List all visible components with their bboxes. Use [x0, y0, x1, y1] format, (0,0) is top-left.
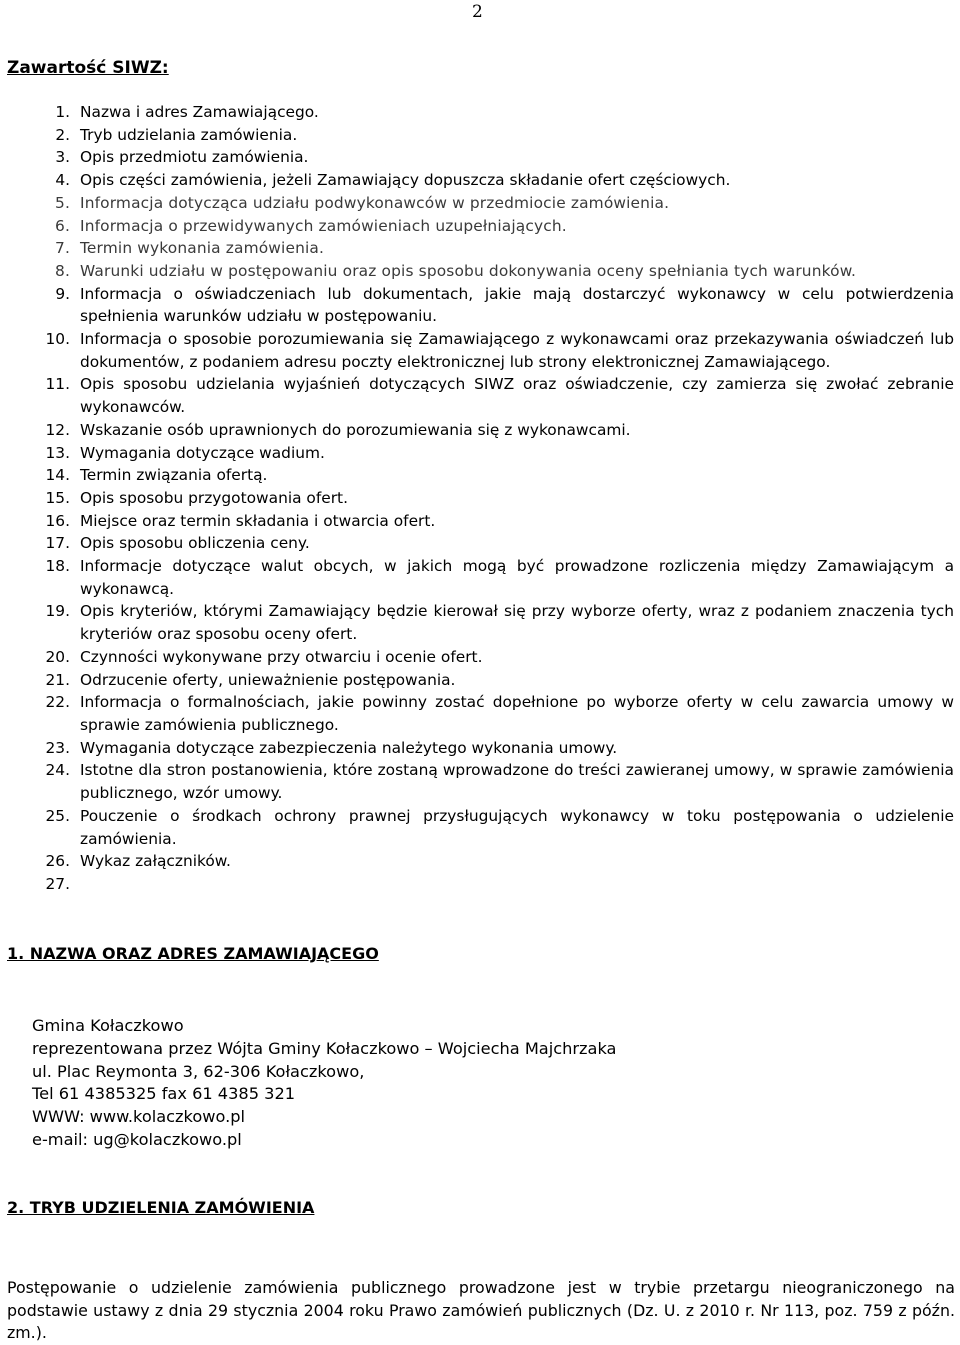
address-line-street: ul. Plac Reymonta 3, 62-306 Kołaczkowo,: [32, 1061, 365, 1081]
address-line-www: WWW: www.kolaczkowo.pl: [32, 1107, 246, 1127]
list-item: [0, 487, 960, 510]
list-item-number: 6.: [55, 216, 70, 235]
list-item-text: Istotne dla stron postanowienia, które zostaną wprowadzone do treści zawieranej umowy, w sprawie zamówienia publicznego, wzór umowy.: [80, 761, 954, 803]
list-item-number: 14.: [45, 466, 70, 485]
list-item-text: Warunki udziału w postępowaniu oraz opis sposobu dokonywania oceny spełniania tych warunków.: [80, 261, 857, 280]
address-line-name: Gmina Kołaczkowo: [32, 1016, 184, 1035]
list-item-text: Nazwa i adres Zamawiającego.: [80, 103, 319, 121]
list-item-number: 1.: [55, 103, 70, 121]
list-item-number: 18.: [45, 557, 70, 576]
list-item-text: Pouczenie o środkach ochrony prawnej przysługujących wykonawcy w toku postępowania o udzielenie zamówienia.: [80, 806, 954, 848]
list-item-number: 5.: [55, 193, 70, 212]
list-item-text: Informacja o formalnościach, jakie powinny zostać dopełnione po wyborze oferty w celu zawarcia umowy w sprawie zamówienia publicznego.: [80, 693, 954, 734]
address-line-email: e-mail: ug@kolaczkowo.pl: [32, 1129, 242, 1149]
list-item: [0, 373, 960, 418]
list-item-text: Informacja o oświadczeniach lub dokumentach, jakie mają dostarczyć wykonawcy w celu potwierdzenia spełnienia warunków udziału w postępowaniu.: [80, 284, 954, 326]
section-2-paragraph: Postępowanie o udzielenie zamówienia publicznego prowadzone jest w trybie przetargu nieograniczonego na podstawie ustawy z dnia 29 stycznia 2004 roku Prawo zamówień publicznych (Dz. U. z 2010 r. Nr 113, poz. 759 z późn. zm.).: [7, 1278, 955, 1342]
list-item-number: 20.: [45, 647, 70, 666]
list-item: [0, 237, 960, 260]
list-item-text: Opis sposobu obliczenia ceny.: [80, 534, 310, 553]
list-item-number: 22.: [45, 693, 70, 712]
section-2-heading: 2. TRYB UDZIELENIA ZAMÓWIENIA: [7, 1198, 315, 1217]
list-item-text: Informacje dotyczące walut obcych, w jakich mogą być prowadzone rozliczenia między Zamawiającym a wykonawcą.: [80, 557, 954, 598]
list-item: [0, 691, 960, 736]
table-of-contents: [0, 101, 960, 893]
list-item: [0, 737, 960, 760]
list-item-number: 16.: [45, 511, 70, 530]
list-item-number: 2.: [55, 125, 70, 144]
list-item: [0, 532, 960, 555]
list-item-number: 15.: [45, 488, 70, 507]
list-item-text: Informacja dotycząca udziału podwykonawców w przedmiocie zamówienia.: [80, 193, 670, 212]
list-item-text: Termin wykonania zamówienia.: [80, 239, 325, 258]
list-item: [0, 101, 960, 124]
list-item: [0, 805, 960, 850]
page-number: 2: [472, 2, 483, 22]
list-item: [0, 850, 960, 873]
list-item-number: 19.: [45, 602, 70, 621]
list-item-text: Wskazanie osób uprawnionych do porozumiewania się z wykonawcami.: [80, 420, 631, 439]
list-item: [0, 442, 960, 465]
address-block: [32, 1015, 616, 1152]
list-item: [0, 124, 960, 147]
list-item-number: 10.: [45, 330, 70, 349]
list-item-number: 3.: [55, 148, 70, 167]
list-item-number: 12.: [45, 420, 70, 439]
list-item-number: 21.: [45, 670, 70, 689]
list-item-text: Czynności wykonywane przy otwarciu i ocenie ofert.: [80, 647, 483, 666]
list-item-text: Wykaz załączników.: [80, 852, 231, 871]
list-item: [0, 555, 960, 600]
list-item-number: 25.: [45, 806, 70, 825]
list-item: [0, 260, 960, 283]
list-item-number: 11.: [45, 375, 70, 394]
address-line-phone: Tel 61 4385325 fax 61 4385 321: [32, 1084, 296, 1104]
list-item-text: Opis kryteriów, którymi Zamawiający będzie kierował się przy wyborze oferty, wraz z podaniem znaczenia tych kryteriów oraz sposobu oceny ofert.: [80, 602, 954, 644]
list-item-number: 17.: [45, 534, 70, 553]
list-item: [0, 669, 960, 692]
list-item: [0, 215, 960, 238]
list-item-text: Tryb udzielania zamówienia.: [80, 125, 298, 144]
list-item-number: 4.: [55, 171, 70, 190]
list-item-number: 27.: [45, 874, 70, 893]
list-item-number: 8.: [55, 261, 70, 280]
list-item-text: Wymagania dotyczące wadium.: [80, 443, 325, 462]
list-item-number: 7.: [55, 239, 70, 258]
list-item-text: Termin związania ofertą.: [80, 466, 268, 485]
list-item: [0, 759, 960, 804]
toc-heading: Zawartość SIWZ:: [7, 58, 169, 78]
list-item-text: Miejsce oraz termin składania i otwarcia ofert.: [80, 511, 436, 530]
list-item: [0, 510, 960, 533]
list-item-text: Opis sposobu przygotowania ofert.: [80, 488, 348, 507]
list-item: [0, 283, 960, 328]
list-item: [0, 146, 960, 169]
section-1-heading: 1. NAZWA ORAZ ADRES ZAMAWIAJĄCEGO: [7, 944, 379, 963]
address-line-representative: reprezentowana przez Wójta Gminy Kołaczkowo – Wojciecha Majchrzaka: [32, 1038, 617, 1058]
list-item: [0, 646, 960, 669]
list-item-text: Odrzucenie oferty, unieważnienie postępowania.: [80, 670, 456, 689]
list-item-number: 24.: [45, 761, 70, 780]
list-item: [0, 192, 960, 215]
list-item: [0, 169, 960, 192]
list-item-number: 26.: [45, 852, 70, 871]
list-item-number: 23.: [45, 738, 70, 757]
list-item: [0, 600, 960, 645]
list-item-number: 13.: [45, 443, 70, 462]
list-item: [0, 328, 960, 373]
list-item: [0, 419, 960, 442]
list-item-text: Informacja o sposobie porozumiewania się Zamawiającego z wykonawcami oraz przekazywania oświadczeń lub dokumentów, z podaniem adresu poczty elektronicznej lub strony elektronicznej Zamawiającego.: [80, 330, 954, 371]
list-item-text: Wymagania dotyczące zabezpieczenia należytego wykonania umowy.: [80, 738, 618, 757]
list-item: [0, 464, 960, 487]
list-item-text: Opis przedmiotu zamówienia.: [80, 148, 309, 167]
list-item-text: Opis części zamówienia, jeżeli Zamawiający dopuszcza składanie ofert częściowych.: [80, 171, 731, 190]
list-item-text: Opis sposobu udzielania wyjaśnień dotyczących SIWZ oraz oświadczenie, czy zamierza się zwołać zebranie wykonawców.: [80, 375, 954, 417]
list-item-number: 9.: [55, 284, 70, 303]
list-item-text: Informacja o przewidywanych zamówieniach uzupełniających.: [80, 216, 567, 235]
